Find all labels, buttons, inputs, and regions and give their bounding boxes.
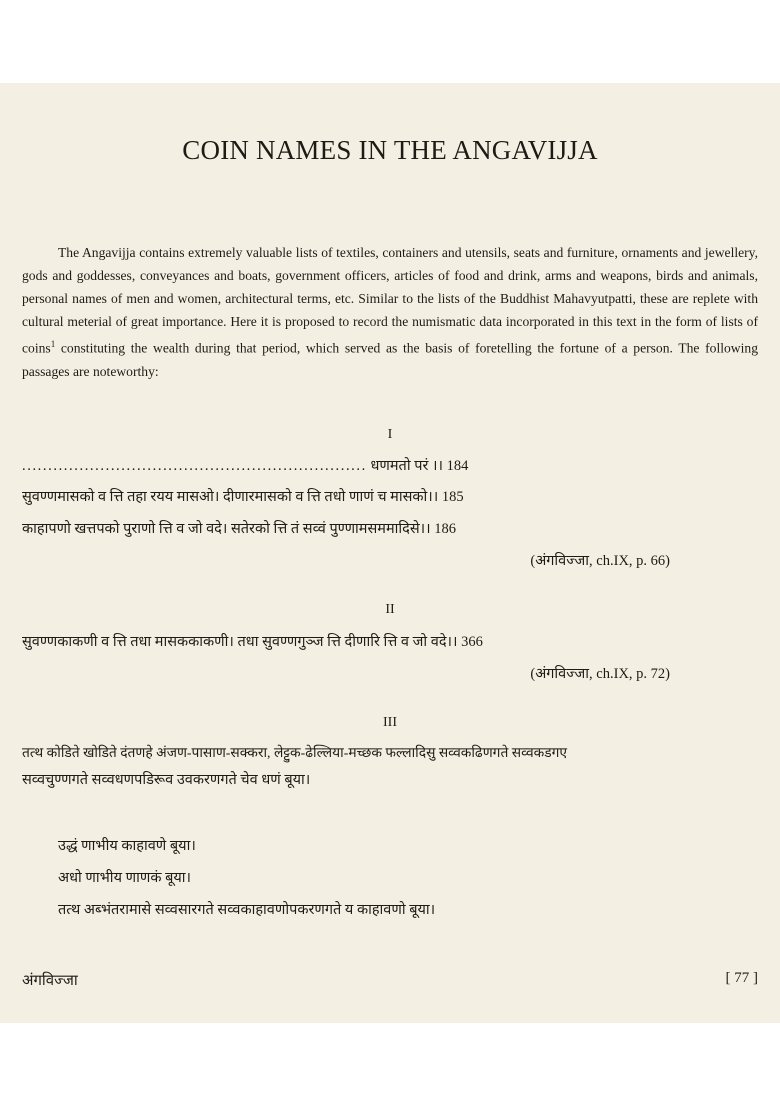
prose-line: सव्वचुण्णगते सव्वधणपडिरूव उवकरणगते चेव धणं बूया।	[22, 772, 311, 788]
prose-line: तत्थ अब्भंतरामासे सव्वसारगते सव्वकाहावणोपकरणगते य काहावणो बूया।	[58, 902, 436, 918]
running-footer-title: अंगविज्जा	[22, 973, 78, 989]
verse-line: सुवण्णकाकणी व त्ति तधा मासककाकणी। तधा सुवण्णगुञ्ज त्ति दीणारि त्ति व जो वदे।। 366	[22, 634, 483, 650]
section-numeral-2: II	[385, 602, 395, 617]
prose-line: उद्धं णाभीय काहावणे बूया।	[58, 838, 196, 854]
prose-line: अधो णाभीय णाणकं बूया।	[58, 870, 192, 886]
page-title: COIN NAMES IN THE ANGAVIJJA	[182, 135, 598, 165]
prose-line: तत्थ कोडिते खोडिते दंतणहे अंजण-पासाण-सक्करा, लेट्टुक-ढेल्लिया-मच्छक फल्लादिसु सव्वकढिणगते सव्वकडगए	[22, 745, 568, 760]
verse-line	[22, 455, 762, 475]
intro-text: The Angavijja contains extremely valuable lists of textiles, containers and utensils, seats and furniture, ornaments and jewellery, gods and goddesses, conveyances and boats, government officers, articles of food and drink, arms and weapons, birds and animals, personal names of men and women, architectural terms, etc. Similar to the lists of the Buddhist Mahavyutpatti, these are replete with cultural meterial of great importance. Here it is proposed to record the numismatic data incorporated in this text in the form of lists of coins	[22, 245, 758, 356]
citation: (अंगविज्जा, ch.IX, p. 72)	[530, 666, 670, 682]
ellipsis-dots: ..................................................................	[22, 458, 367, 474]
intro-paragraph	[22, 241, 758, 383]
section-numeral-1: I	[387, 427, 393, 442]
verse-line: काहापणो खत्तपको पुराणो त्ति व जो वदे। सतेरको त्ति तं सव्वं पुण्णामसममादिसे।। 186	[22, 521, 456, 537]
page-number: [ 77 ]	[725, 970, 758, 986]
section-numeral-3: III	[383, 715, 397, 730]
footnote-marker: 1	[50, 339, 56, 349]
verse-text: धणमतो परं ।। 184	[370, 458, 469, 474]
book-page	[0, 83, 780, 1023]
verse-line: सुवण्णमासको व त्ति तहा रयय मासओ। दीणारमासको व त्ति तधो णाणं च मासको।। 185	[22, 489, 464, 505]
citation: (अंगविज्जा, ch.IX, p. 66)	[530, 553, 670, 569]
intro-text-end: constituting the wealth during that period, which served as the basis of foretelling the fortune of a person. The following passages are noteworthy:	[22, 340, 758, 379]
